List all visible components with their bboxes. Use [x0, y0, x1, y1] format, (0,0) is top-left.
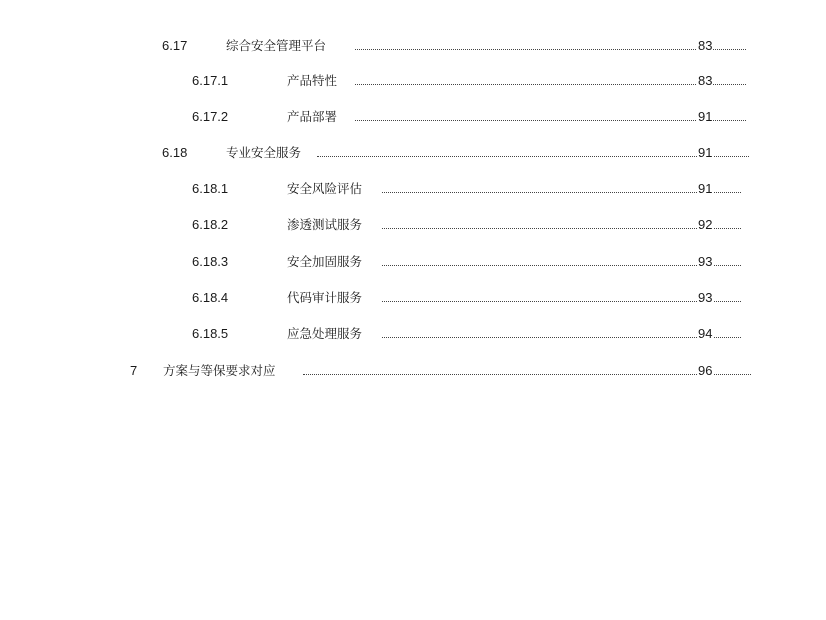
- toc-entry-number: 6.17.1: [192, 73, 229, 88]
- toc-entry-number: 6.18.3: [192, 254, 229, 269]
- toc-entry-number: 6.18.2: [192, 217, 229, 232]
- toc-entry-number: 6.18: [162, 145, 188, 160]
- toc-entry-page: 93: [697, 288, 713, 308]
- toc-entry[interactable]: [192, 288, 741, 308]
- toc-leader-dots: [382, 265, 741, 266]
- toc-leader-dots: [382, 192, 741, 193]
- toc-entry-title: 产品特性: [287, 73, 338, 88]
- toc-entry-title: 代码审计服务: [287, 290, 363, 305]
- toc-entry-number: 6.18.1: [192, 181, 229, 196]
- toc-entry-page: 83: [697, 36, 713, 56]
- toc-entry-page: 96: [697, 361, 713, 381]
- toc-entry[interactable]: [130, 361, 751, 381]
- toc-entry-number: 7: [130, 363, 138, 378]
- toc-entry[interactable]: [192, 71, 746, 91]
- toc-entry-number: 6.17.2: [192, 109, 229, 124]
- toc-leader-dots: [382, 301, 741, 302]
- toc-entry-page: 91: [697, 107, 713, 127]
- toc-entry-number: 6.18.5: [192, 326, 229, 341]
- toc-entry-page: 93: [697, 252, 713, 272]
- toc-leader-dots: [355, 84, 746, 85]
- toc-entry-title: 安全风险评估: [287, 181, 363, 196]
- toc-leader-dots: [317, 156, 749, 157]
- toc-entry-title: 方案与等保要求对应: [163, 363, 276, 378]
- toc-leader-dots: [382, 228, 741, 229]
- toc-entry[interactable]: [162, 36, 746, 56]
- toc-entry-page: 91: [697, 143, 713, 163]
- toc-leader-dots: [355, 49, 746, 50]
- toc-entry[interactable]: [192, 252, 741, 272]
- toc-entry-title: 安全加固服务: [287, 254, 363, 269]
- toc-entry-title: 应急处理服务: [287, 326, 363, 341]
- toc-entry[interactable]: [192, 324, 741, 344]
- toc-entry-page: 92: [697, 215, 713, 235]
- toc-entry[interactable]: [192, 215, 741, 235]
- toc-entry-title: 专业安全服务: [226, 145, 302, 160]
- toc-entry-title: 渗透测试服务: [287, 217, 363, 232]
- toc-entry-number: 6.17: [162, 38, 188, 53]
- toc-entry[interactable]: [162, 143, 749, 163]
- toc-leader-dots: [355, 120, 746, 121]
- toc-entry-page: 94: [697, 324, 713, 344]
- toc-entry-page: 83: [697, 71, 713, 91]
- toc-entry-title: 综合安全管理平台: [226, 38, 327, 53]
- toc-entry[interactable]: [192, 179, 741, 199]
- toc-leader-dots: [303, 374, 751, 375]
- toc-entry-title: 产品部署: [287, 109, 338, 124]
- toc-entry-number: 6.18.4: [192, 290, 229, 305]
- toc-entry-page: 91: [697, 179, 713, 199]
- toc-entry[interactable]: [192, 107, 746, 127]
- toc-leader-dots: [382, 337, 741, 338]
